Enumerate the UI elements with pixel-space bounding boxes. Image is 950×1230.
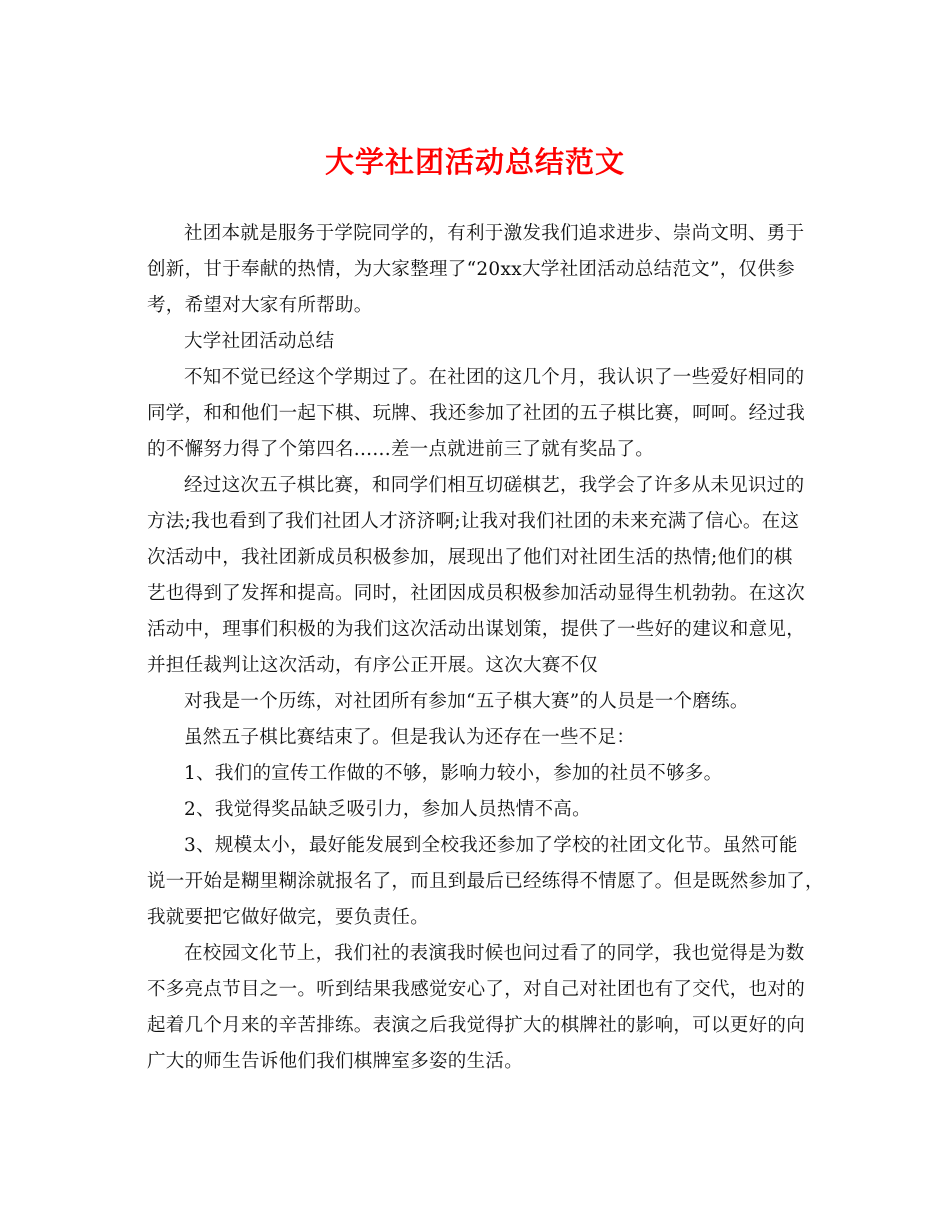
paragraph-line: 说一开始是糊里糊涂就报名了，而且到最后已经练得不情愿了。但是既然参加了， — [147, 871, 824, 892]
paragraph-line: 考，希望对大家有所帮助。 — [147, 295, 373, 316]
list-item: 3、规模太小，最好能发展到全校我还参加了学校的社团文化节。虽然可能 — [184, 835, 798, 856]
paragraph-line: 经过这次五子棋比赛，和同学们相互切磋棋艺，我学会了许多从未见识过的 — [184, 475, 805, 496]
section-heading: 大学社团活动总结 — [184, 331, 335, 352]
paragraph-line: 不多亮点节目之一。听到结果我感觉安心了，对自己对社团也有了交代，也对的 — [147, 979, 806, 1000]
paragraph-line: 次活动中，我社团新成员积极参加，展现出了他们对社团生活的热情;他们的棋 — [147, 547, 793, 568]
paragraph-line: 创新，甘于奉献的热情，为大家整理了“20xx大学社团活动总结范文”，仅供参 — [147, 259, 795, 280]
list-item: 1、我们的宣传工作做的不够，影响力较小，参加的社员不够多。 — [184, 763, 723, 784]
paragraph-line: 同学，和和他们一起下棋、玩牌、我还参加了社团的五子棋比赛，呵呵。经过我 — [147, 403, 806, 424]
paragraph-line: 我就要把它做好做完，要负责任。 — [147, 907, 430, 928]
list-item: 2、我觉得奖品缺乏吸引力，参加人员热情不高。 — [184, 799, 591, 820]
document-title: 大学社团活动总结范文 — [324, 145, 625, 179]
paragraph-line: 广大的师生告诉他们我们棋牌室多姿的生活。 — [147, 1051, 524, 1072]
paragraph-line: 社团本就是服务于学院同学的，有利于激发我们追求进步、崇尚文明、勇于 — [184, 223, 805, 244]
paragraph-line: 艺也得到了发挥和提高。同时，社团因成员积极参加活动显得生机勃勃。在这次 — [147, 583, 806, 604]
paragraph-line: 并担任裁判让这次活动，有序公正开展。这次大赛不仅 — [147, 655, 599, 676]
paragraph-line: 起着几个月来的辛苦排练。表演之后我觉得扩大的棋牌社的影响，可以更好的向 — [147, 1015, 806, 1036]
paragraph-line: 方法;我也看到了我们社团人才济济啊;让我对我们社团的未来充满了信心。在这 — [147, 511, 800, 532]
paragraph-line: 在校园文化节上，我们社的表演我时候也问过看了的同学，我也觉得是为数 — [184, 943, 805, 964]
paragraph-line: 虽然五子棋比赛结束了。但是我认为还存在一些不足： — [184, 727, 636, 748]
paragraph-line: 不知不觉已经这个学期过了。在社团的这几个月，我认识了一些爱好相同的 — [184, 367, 805, 388]
paragraph-line: 对我是一个历练，对社团所有参加“五子棋大赛”的人员是一个磨练。 — [184, 691, 749, 712]
paragraph-line: 活动中，理事们积极的为我们这次活动出谋划策，提供了一些好的建议和意见， — [147, 619, 806, 640]
paragraph-line: 的不懈努力得了个第四名......差一点就进前三了就有奖品了。 — [147, 439, 655, 460]
